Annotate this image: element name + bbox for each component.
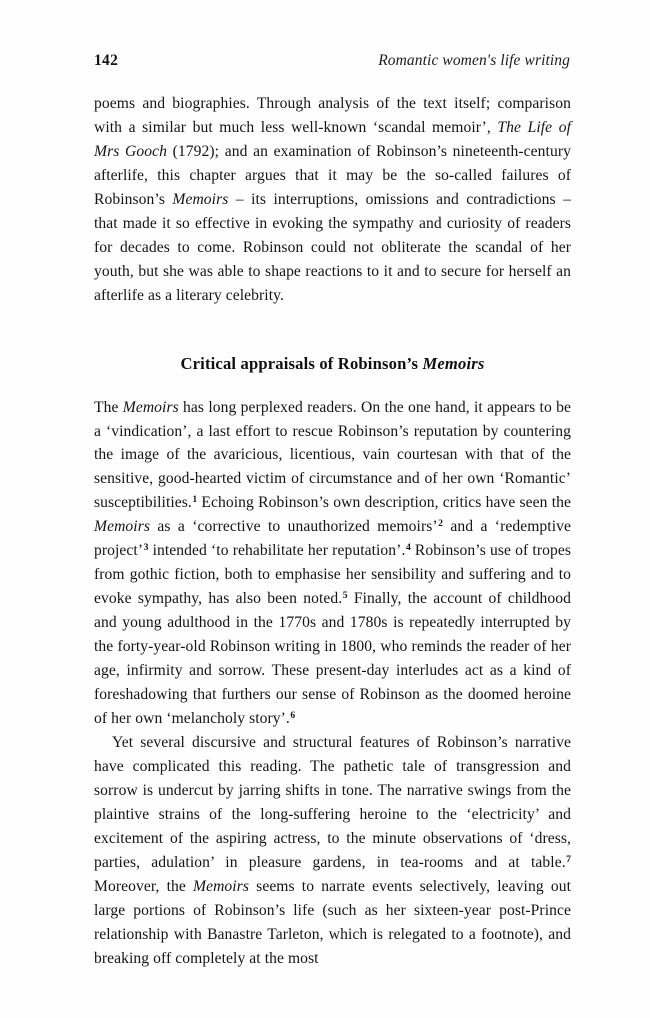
- text-run: The: [94, 398, 123, 416]
- paragraph-continued: [94, 92, 571, 308]
- text-run: Robinson’s use of tropes from gothic fiction, both to emphasise her sensibility and suffering and to evoke sympathy, has also been noted.: [94, 542, 571, 608]
- footnote-marker[interactable]: 3: [143, 542, 149, 554]
- footnote-marker[interactable]: 7: [566, 853, 571, 865]
- running-head-title: Romantic women's life writing: [378, 52, 570, 69]
- text-run: Finally, the account of childhood and young adulthood in the 1770s and 1780s is repeatedly interrupted by the forty-year-old Robinson writing in 1800, who reminds the reader of her age, infirmity and sorrow. These present-day interludes act as a kind of foreshadowing that furthers our sense of Robinson as the doomed heroine of her own ‘melancholy story’.: [94, 590, 571, 727]
- running-header: [94, 52, 570, 76]
- footnote-marker[interactable]: 1: [192, 494, 198, 506]
- text-run: intended ‘to rehabilitate her reputation’.: [148, 542, 406, 560]
- italic-title: The Life of Mrs Gooch: [94, 118, 572, 160]
- text-block: [94, 92, 571, 970]
- text-run: seems to narrate events selectively, leaving out large portions of Robinson’s life (such as her sixteen-year post-Prince relationship with Banastre Tarleton, which is relegated to a footnote), and breaking off completely at the most: [94, 877, 572, 967]
- section-heading-italic: Memoirs: [422, 353, 485, 373]
- text-run: (1792); and an examination of Robinson’s nineteenth-century afterlife, this chapter argues that it may be the so-called failures of Robinson’s: [94, 142, 571, 208]
- section-heading-prefix: Critical appraisals of Robinson’s: [180, 353, 423, 373]
- paragraph-memoirs-perplexed: [94, 396, 571, 731]
- text-run: and a ‘redemptive project’: [94, 518, 571, 560]
- italic-title: Memoirs: [193, 877, 250, 895]
- footnote-marker[interactable]: 5: [342, 590, 348, 602]
- spacer-after-heading: [94, 376, 571, 396]
- italic-title: Memoirs: [122, 398, 179, 416]
- text-run: poems and biographies. Through analysis of the text itself; comparison with a similar but much less well-known ‘scandal memoir’,: [94, 95, 571, 136]
- text-run: Yet several discursive and structural features of Robinson’s narrative have complicated this reading. The pathetic tale of transgression and sorrow is undercut by jarring shifts in tone. The narrative swings from the plaintive strains of the long-suffering heroine to the ‘electricity’ and excitement of the aspiring actress, to the minute observations of ‘dress, parties, adulation’ in pleasure gardens, in tea-rooms and at table.: [94, 733, 571, 871]
- footnote-marker[interactable]: 2: [438, 518, 443, 530]
- text-run: Moreover, the: [94, 877, 194, 895]
- italic-title: Memoirs: [94, 518, 150, 536]
- text-run: as a ‘corrective to unauthorized memoirs’: [150, 518, 438, 536]
- text-run: has long perplexed readers. On the one hand, it appears to be a ‘vindication’, a last effort to rescue Robinson’s reputation by countering the image of the avaricious, licentious, vain courtesan with that of the sensitive, good-hearted victim of circumstance and of her own ‘Romantic’ susceptibilities.: [94, 398, 571, 512]
- spacer-before-heading: [94, 308, 571, 352]
- footnote-marker[interactable]: 4: [405, 542, 411, 554]
- italic-title: Memoirs: [172, 190, 229, 208]
- page-number: 142: [94, 52, 119, 69]
- section-heading: [94, 352, 571, 376]
- paragraph-discursive-features: [94, 731, 571, 971]
- footnote-marker[interactable]: 6: [290, 709, 296, 721]
- text-run: – its interruptions, omissions and contradictions – that made it so effective in evoking the sympathy and curiosity of readers for decades to come. Robinson could not obliterate the scandal of her youth, but she was able to shape reactions to it and to secure for herself an afterlife as a literary celebrity.: [94, 190, 571, 304]
- text-run: Echoing Robinson’s own description, critics have seen the: [197, 494, 571, 512]
